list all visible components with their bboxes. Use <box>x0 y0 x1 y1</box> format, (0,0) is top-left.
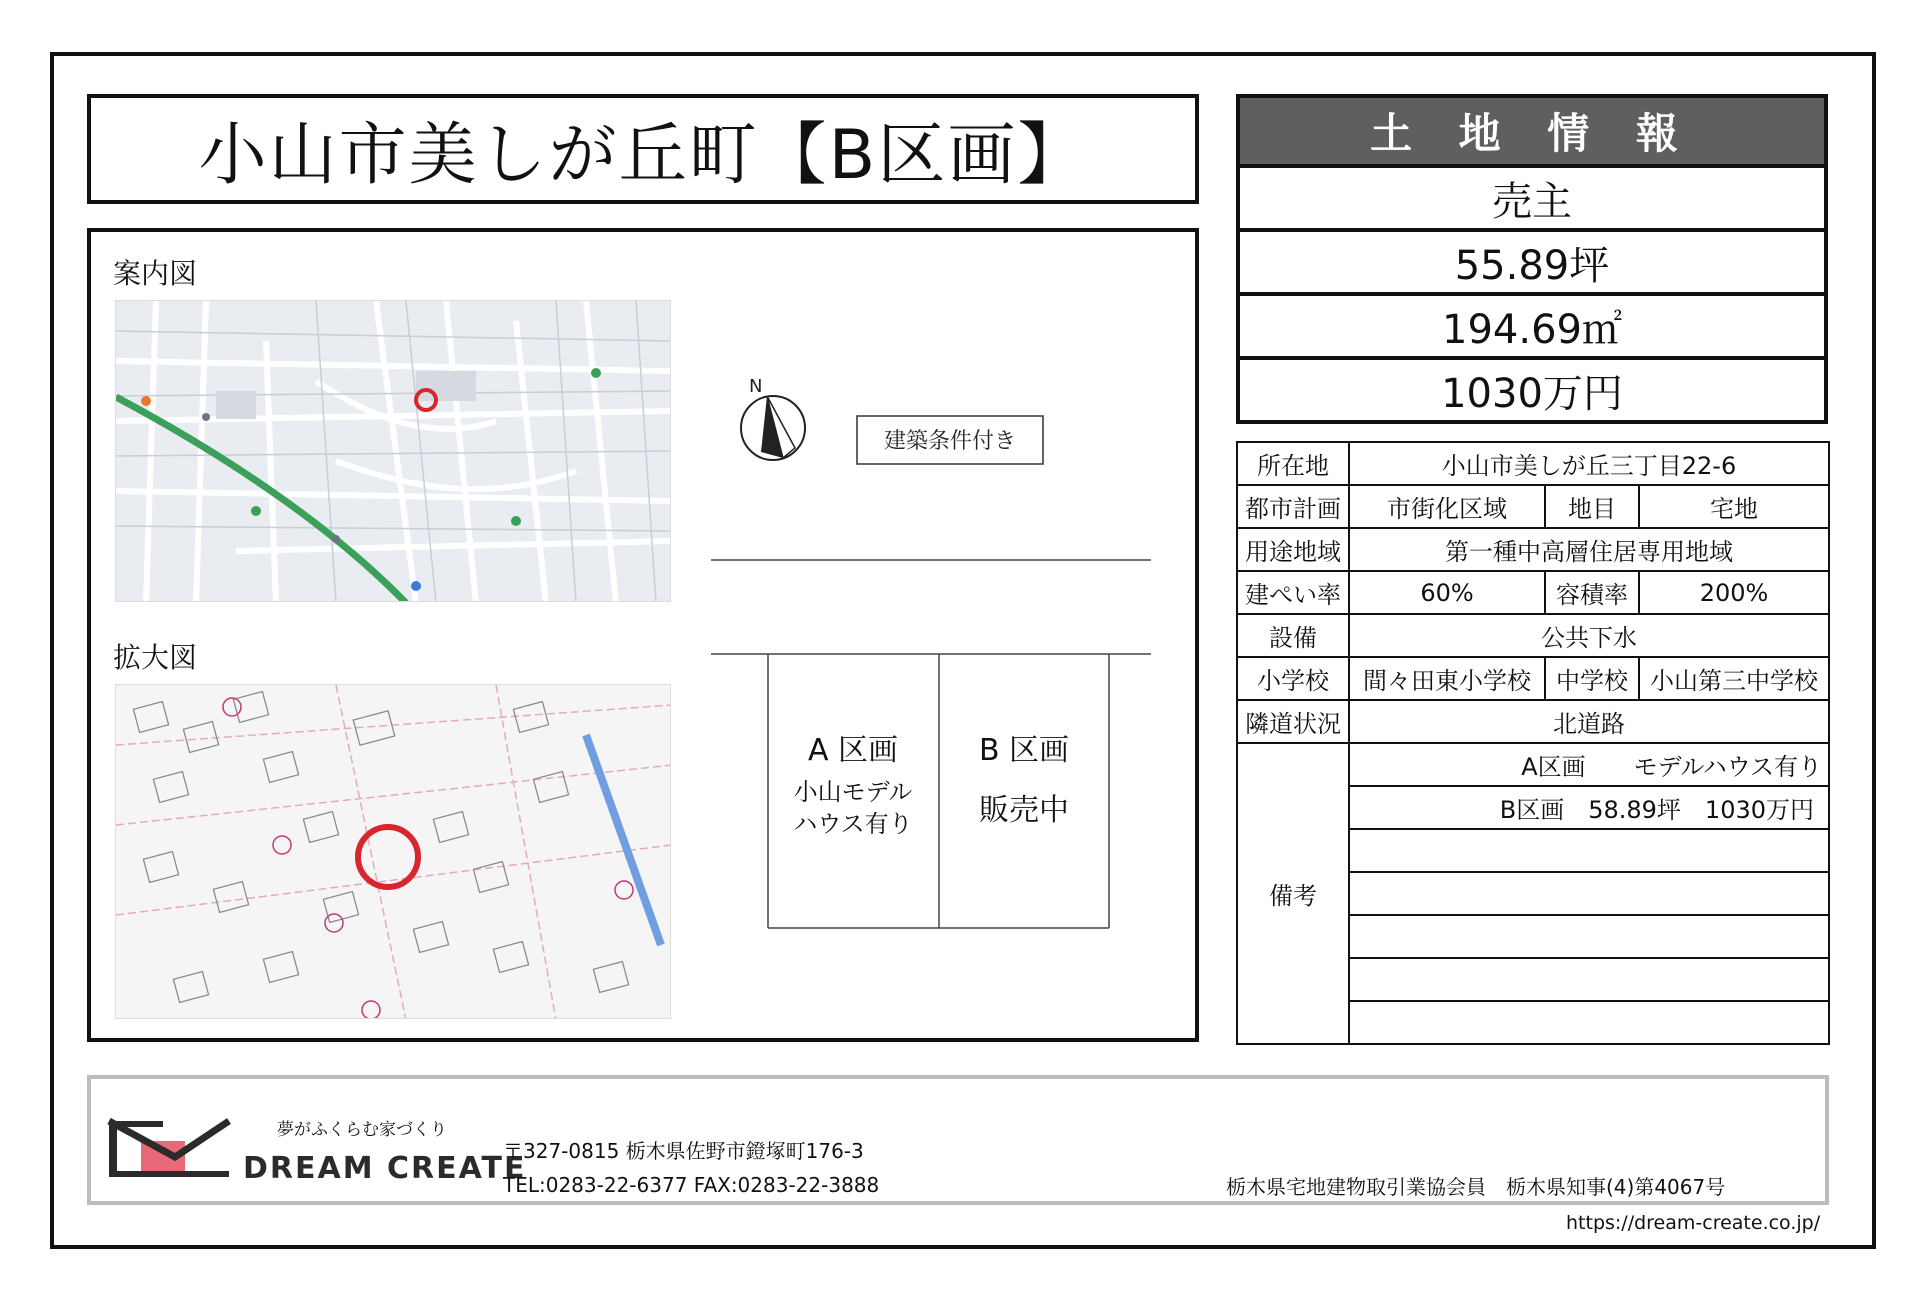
logo-tagline: 夢がふくらむ家づくり <box>277 1120 447 1140</box>
location-value: 小山市美しが丘三丁目22-6 <box>1349 442 1829 485</box>
table-row <box>1237 657 1829 700</box>
remarks-line: B区画 58.89坪 1030万円 <box>1349 786 1829 829</box>
coverage-value: 60% <box>1349 571 1545 614</box>
table-row <box>1237 528 1829 571</box>
condition-label: 建築条件付き <box>883 429 1017 454</box>
guide-map-graphic <box>116 301 671 602</box>
remarks-line <box>1349 1001 1829 1044</box>
page-title: 小山市美しが丘町【B区画】 <box>87 94 1199 204</box>
remarks-label: 備考 <box>1237 743 1349 1044</box>
table-row <box>1237 743 1829 786</box>
remarks-line <box>1349 915 1829 958</box>
far-value: 200% <box>1639 571 1829 614</box>
area-tsubo-row: 55.89坪 <box>1240 228 1824 292</box>
lot-a-note-1: 小山モデル <box>793 778 913 806</box>
logo-house-icon <box>105 1113 235 1183</box>
zoning-value: 第一種中高層住居専用地域 <box>1349 528 1829 571</box>
lot-b-status: 販売中 <box>979 793 1069 828</box>
table-row <box>1237 571 1829 614</box>
north-label: N <box>749 376 763 397</box>
footer <box>87 1075 1829 1205</box>
location-label: 所在地 <box>1237 442 1349 485</box>
lot-plan <box>691 372 1191 1022</box>
land-category-label: 地目 <box>1545 485 1639 528</box>
area-sqm-row: 194.69㎡ <box>1240 292 1824 356</box>
junior-label: 中学校 <box>1545 657 1639 700</box>
price-row: 1030万円 <box>1240 356 1824 420</box>
details-table <box>1236 441 1830 1045</box>
remarks-line <box>1349 829 1829 872</box>
land-info-box <box>1236 94 1828 424</box>
city-plan-label: 都市計画 <box>1237 485 1349 528</box>
lot-b-title: B 区画 <box>978 733 1070 768</box>
remarks-line <box>1349 958 1829 1001</box>
map-panel <box>87 228 1199 1042</box>
table-row <box>1237 442 1829 485</box>
city-plan-value: 市街化区域 <box>1349 485 1545 528</box>
road-value: 北道路 <box>1349 700 1829 743</box>
coverage-label: 建ぺい率 <box>1237 571 1349 614</box>
lot-a-title: A 区画 <box>807 733 899 768</box>
zoning-label: 用途地域 <box>1237 528 1349 571</box>
junior-value: 小山第三中学校 <box>1639 657 1829 700</box>
logo-brand: DREAM CREATE <box>243 1151 527 1186</box>
footer-association: 栃木県宅地建物取引業協会員 栃木県知事(4)第4067号 <box>1226 1175 1726 1199</box>
land-category-value: 宅地 <box>1639 485 1829 528</box>
remarks-line <box>1349 872 1829 915</box>
table-row <box>1237 485 1829 528</box>
guide-map <box>115 300 671 602</box>
utilities-value: 公共下水 <box>1349 614 1829 657</box>
far-label: 容積率 <box>1545 571 1639 614</box>
zoom-map <box>115 684 671 1019</box>
zoom-map-graphic <box>116 685 671 1019</box>
compass-icon <box>741 396 805 460</box>
road-label: 隣道状況 <box>1237 700 1349 743</box>
remarks-line: A区画 モデルハウス有り <box>1349 743 1829 786</box>
guide-map-label: 案内図 <box>113 257 198 290</box>
elementary-label: 小学校 <box>1237 657 1349 700</box>
zoom-map-label: 拡大図 <box>113 641 198 674</box>
table-row <box>1237 614 1829 657</box>
utilities-label: 設備 <box>1237 614 1349 657</box>
footer-phone-fax: TEL:0283-22-6377 FAX:0283-22-3888 <box>503 1173 880 1197</box>
table-row <box>1237 700 1829 743</box>
seller-row: 売主 <box>1240 164 1824 228</box>
elementary-value: 間々田東小学校 <box>1349 657 1545 700</box>
land-info-header: 土 地 情 報 <box>1240 98 1824 164</box>
footer-address: 〒327-0815 栃木県佐野市鐙塚町176-3 <box>503 1139 864 1163</box>
lot-a-note-2: ハウス有り <box>793 810 913 838</box>
footer-url[interactable]: https://dream-create.co.jp/ <box>1566 1212 1821 1234</box>
